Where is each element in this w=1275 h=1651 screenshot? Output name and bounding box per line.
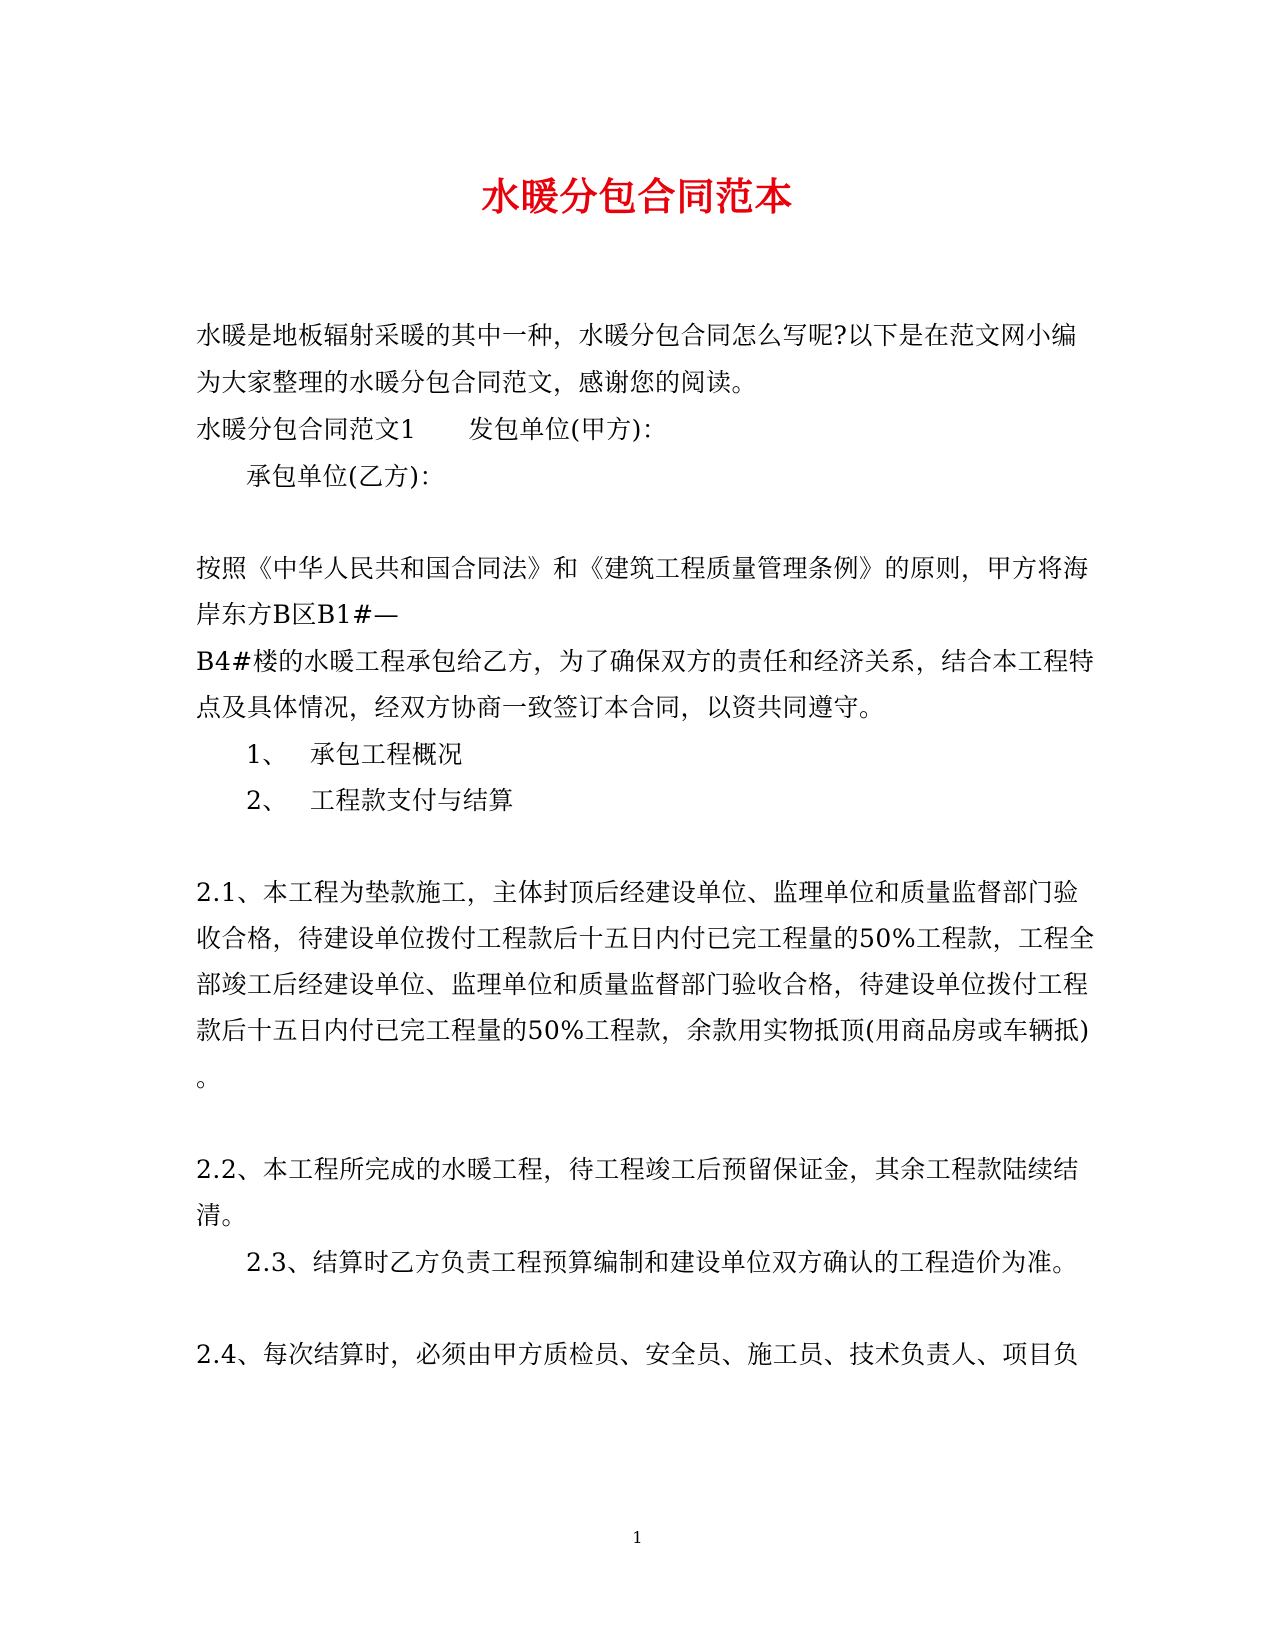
section-1-text: 承包工程概况 [309, 740, 463, 769]
section-2-heading [246, 784, 514, 818]
page-number: 1 [632, 1528, 643, 1547]
clause-2-2-line-1: 2.2、本工程所完成的水暖工程，待工程竣工后预留保证金，其余工程款陆续结 [196, 1155, 1079, 1184]
clause-2-1-line-3: 部竣工后经建设单位、监理单位和质量监督部门验收合格，待建设单位拨付工程 [196, 970, 1089, 999]
clause-2-3: 2.3、结算时乙方负责工程预算编制和建设单位双方确认的工程造价为准。 [246, 1248, 1078, 1277]
clause-2-1-line-1: 2.1、本工程为垫款施工，主体封顶后经建设单位、监理单位和质量监督部门验 [196, 878, 1079, 907]
clause-2-2-line-2: 清。 [196, 1201, 248, 1230]
basis-line-1: 按照《中华人民共和国合同法》和《建筑工程质量管理条例》的原则，甲方将海 [196, 554, 1089, 583]
party-b-label: 承包单位(乙方)： [246, 462, 446, 491]
party-a-label: 发包单位(甲方)： [468, 415, 668, 444]
sample-label: 水暖分包合同范文1 [196, 415, 417, 444]
section-2-text: 工程款支付与结算 [309, 786, 514, 815]
basis-line-3: B4#楼的水暖工程承包给乙方，为了确保双方的责任和经济关系，结合本工程特 [196, 647, 1095, 676]
clause-2-1-line-5: 。 [196, 1063, 222, 1092]
clause-2-1-line-4: 款后十五日内付已完工程量的50%工程款，余款用实物抵顶(用商品房或车辆抵) [196, 1016, 1090, 1045]
intro-line-2: 为大家整理的水暖分包合同范文，感谢您的阅读。 [196, 368, 758, 397]
basis-line-2: 岸东方B区B1#— [196, 600, 400, 629]
basis-line-4: 点及具体情况，经双方协商一致签订本合同，以资共同遵守。 [196, 693, 885, 722]
clause-2-4-line-1: 2.4、每次结算时，必须由甲方质检员、安全员、施工员、技术负责人、项目负 [196, 1340, 1079, 1369]
sample-heading-line [196, 413, 667, 447]
section-2-number: 2、 [246, 786, 288, 815]
document-title: 水暖分包合同范本 [481, 174, 794, 219]
section-1-heading [246, 738, 463, 772]
section-1-number: 1、 [246, 740, 288, 769]
intro-line-1: 水暖是地板辐射采暖的其中一种，水暖分包合同怎么写呢?以下是在范文网小编 [196, 321, 1077, 350]
clause-2-1-line-2: 收合格，待建设单位拨付工程款后十五日内付已完工程量的50%工程款，工程全 [196, 924, 1095, 953]
